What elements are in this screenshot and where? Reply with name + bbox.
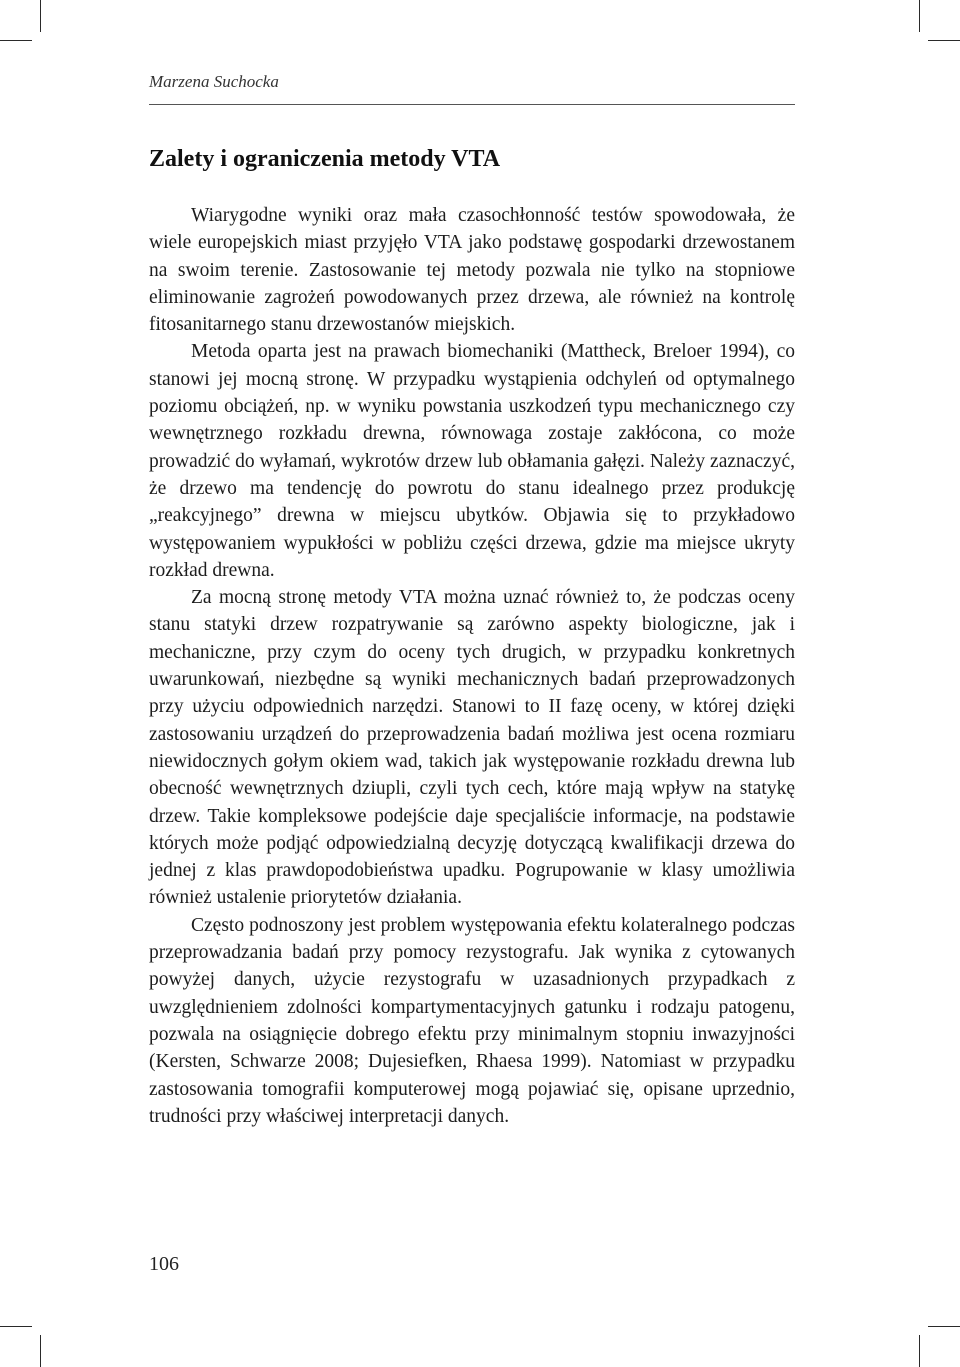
crop-mark [0, 40, 32, 41]
crop-mark [0, 1326, 32, 1327]
page-number: 106 [149, 1253, 179, 1275]
crop-mark [40, 0, 41, 32]
crop-mark [919, 0, 920, 32]
paragraph: Często podnoszony jest problem występowania efektu kolateralnego podczas przeprowadzania badań przy pomocy rezystografu. Jak wynika z cytowanych powyżej danych, użycie rezystografu w uzasadnionych przypadkach z uwzględnieniem zdolności kompartymentacyjnych gatunku i rodzaju patogenu, pozwala na osiągnięcie dobrego efektu przy minimalnym stopniu inwazyjności (Kersten, Schwarze 2008; Dujesiefken, Rhaesa 1999). Natomiast w przypadku zastosowania tomografii komputerowej mogą pojawiać się, opisane uprzednio, trudności przy właściwej interpretacji danych. [149, 914, 795, 1127]
paragraph: Wiarygodne wyniki oraz mała czasochłonność testów spowodowała, że wiele europejskich miast przyjęło VTA jako podstawę gospodarki drzewostanem na swoim terenie. Zastosowanie tej metody pozwala nie tylko na stopniowe eliminowanie zagrożeń powodowanych przez drzewa, ale również na kontrolę fitosanitarnego stanu drzewostanów miejskich. [149, 205, 795, 336]
paragraph: Metoda oparta jest na prawach biomechaniki (Mattheck, Breloer 1994), co stanowi jej mocną stronę. W przypadku wystąpienia odchyleń od optymalnego poziomu obciążeń, np. w wyniku powstania uszkodzeń typu mechanicznego czy wewnętrznego rozkładu drewna, równowaga zostaje zakłócona, co może prowadzić do wyłamań, wykrotów drzew lub obłamania gałęzi. Należy zaznaczyć, że drzewo ma tendencję do powrotu do stanu idealnego przez produkcję „reakcyjnego” drewna w miejscu ubytków. Objawia się to przykładowo występowaniem wypukłości w pobliżu części drzewa, gdzie ma miejsce ukryty rozkład drewna. [149, 341, 795, 581]
crop-mark [928, 40, 960, 41]
crop-mark [928, 1326, 960, 1327]
crop-mark [40, 1335, 41, 1367]
running-head: Marzena Suchocka [149, 72, 279, 91]
header-rule [149, 104, 795, 105]
body-text [149, 202, 795, 1130]
section-heading: Zalety i ograniczenia metody VTA [149, 146, 501, 172]
crop-mark [919, 1335, 920, 1367]
paragraph: Za mocną stronę metody VTA można uznać również to, że podczas oceny stanu statyki drzew rozpatrywanie są zarówno aspekty biologiczne, jak i mechaniczne, przy czym do oceny tych drugich, w przypadku konkretnych uwarunkowań, niezbędne są wyniki mechanicznych badań przeprowadzonych przy użyciu odpowiednich narzędzi. Stanowi to II fazę oceny, w której dzięki zastosowaniu urządzeń do przeprowadzenia badań możliwa jest ocena rozmiaru niewidocznych gołym okiem wad, takich jak występowanie rozkładu drewna lub obecność wewnętrznych dziupli, czyli tych cech, które mają wpływ na statykę drzew. Takie kompleksowe podejście daje specjaliście informacje, na podstawie których może podjąć odpowiedzialną decyzję dotyczącą kwalifikacji drzewa do jednej z klas prawdopodobieństwa upadku. Pogrupowanie w klasy umożliwia również ustalenie priorytetów działania. [149, 587, 795, 909]
